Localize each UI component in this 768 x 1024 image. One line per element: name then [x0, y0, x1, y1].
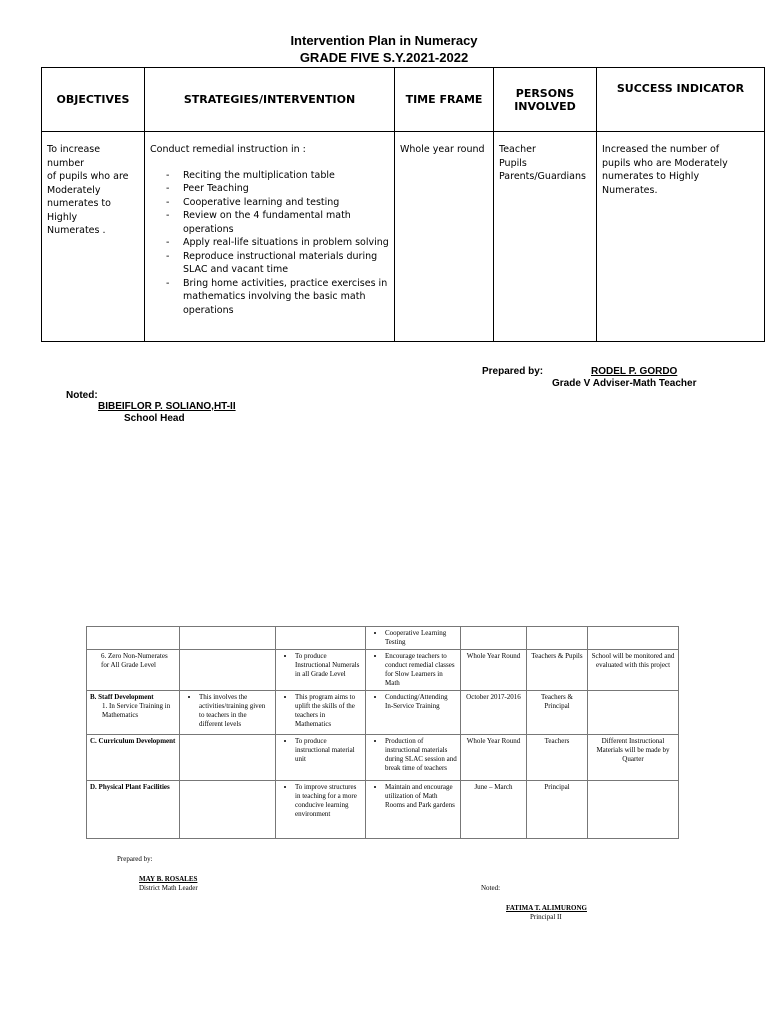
objective-line: Numerates . — [47, 225, 106, 236]
prepared-by-label: Prepared by: — [482, 366, 544, 377]
list-item: • Conducting/Attending In-Service Training — [385, 693, 457, 711]
success-cell — [597, 132, 765, 342]
persons-cell: Teachers & Principal — [527, 691, 588, 735]
b-noted-label: Noted: — [481, 884, 501, 892]
section-label: D. Physical Plant Facilities — [87, 781, 180, 839]
list-item: - Review on the 4 fundamental math operations — [150, 209, 389, 236]
noted-label: Noted: — [66, 390, 98, 401]
objective-cell — [42, 132, 145, 342]
header-strategies: STRATEGIES/INTERVENTION — [145, 68, 395, 132]
persons-cell: Teachers & Pupils — [527, 650, 588, 691]
table-row — [87, 627, 679, 650]
header-persons: PERSONS INVOLVED — [494, 68, 597, 132]
success-line: Increased the number of — [602, 144, 720, 155]
b-prepared-by-role: District Math Leader — [139, 884, 198, 892]
person-line: Pupils — [499, 157, 527, 169]
list-item: • Maintain and encourage utilization of Math Rooms and Park gardens — [385, 783, 457, 810]
prepared-by-role: Grade V Adviser-Math Teacher — [552, 378, 697, 389]
plan-continuation-table — [86, 626, 679, 839]
time-frame-cell: Whole Year Round — [461, 735, 527, 781]
goal-cell — [87, 691, 180, 735]
list-item: • Encourage teachers to conduct remedial classes for Slow Learners in Math — [385, 652, 457, 688]
table-row — [87, 781, 679, 839]
objective-line: numerates to Highly — [47, 198, 111, 223]
b-prepared-by-name: MAY B. ROSALES — [139, 875, 198, 883]
sub-item: 1. In Service Training in Mathematics — [102, 702, 171, 719]
page-title: Intervention Plan in Numeracy — [290, 33, 478, 48]
time-frame-cell: Whole year round — [395, 132, 494, 342]
strategy-intro: Conduct remedial instruction in : — [150, 144, 306, 155]
list-item: • Production of instructional materials during SLAC session and break time of teachers — [385, 737, 457, 773]
table-row — [87, 735, 679, 781]
b-noted-role: Principal II — [530, 913, 562, 921]
success-line: Numerates. — [602, 184, 658, 196]
list-item: • Cooperative Learning Testing — [385, 629, 457, 647]
person-line: Teacher — [499, 144, 536, 155]
success-cell: Different Instructional Materials will be made by Quarter — [588, 735, 679, 781]
list-item: - Reciting the multiplication table — [150, 169, 389, 183]
person-line: Parents/Guardians — [499, 171, 586, 182]
noted-name: BIBEIFLOR P. SOLIANO,HT-II — [98, 401, 236, 412]
list-item: - Cooperative learning and testing — [150, 196, 389, 210]
b-noted-name: FATIMA T. ALIMURONG — [506, 904, 587, 912]
prepared-by-name: RODEL P. GORDO — [591, 366, 678, 377]
list-item: - Bring home activities, practice exercises in mathematics involving the basic math operations — [150, 277, 389, 318]
list-item: - Apply real-life situations in problem solving — [150, 236, 389, 250]
strategy-list — [150, 169, 389, 318]
time-frame-cell: October 2017-2016 — [461, 691, 527, 735]
table-row — [42, 132, 765, 342]
page-subtitle: GRADE FIVE S.Y.2021-2022 — [299, 50, 469, 65]
time-frame-cell: June – March — [461, 781, 527, 839]
persons-cell — [494, 132, 597, 342]
list-item: - Reproduce instructional materials during SLAC and vacant time — [150, 250, 389, 277]
persons-cell: Principal — [527, 781, 588, 839]
persons-cell: Teachers — [527, 735, 588, 781]
strategy-cell — [145, 132, 395, 342]
list-item: • To improve structures in teaching for a more conducive learning environment — [295, 783, 362, 819]
goal-cell: 6. Zero Non-Numerates for All Grade Level — [87, 650, 180, 691]
header-objectives: OBJECTIVES — [42, 68, 145, 132]
list-item: • To produce instructional material unit — [295, 737, 362, 764]
b-prepared-by-label: Prepared by: — [117, 855, 153, 863]
noted-role: School Head — [124, 413, 185, 424]
intervention-table — [41, 67, 765, 342]
list-item: • This program aims to uplift the skills of the teachers in Mathematics — [295, 693, 362, 729]
table-row — [87, 650, 679, 691]
table-header-row — [42, 68, 765, 132]
success-line: pupils who are Moderately — [602, 157, 728, 169]
section-label: C. Curriculum Development — [87, 735, 180, 781]
list-item: • This involves the activities/training given to teachers in the different levels — [199, 693, 272, 729]
table-row — [87, 691, 679, 735]
objective-line: To increase number — [47, 144, 101, 169]
list-item: • To produce Instructional Numerals in all Grade Level — [295, 652, 362, 679]
success-line: numerates to Highly — [602, 171, 700, 182]
time-frame-cell: Whole Year Round — [461, 650, 527, 691]
header-success: SUCCESS INDICATOR — [597, 68, 765, 132]
objective-line: of pupils who are — [47, 171, 129, 182]
section-label: B. Staff Development — [90, 693, 154, 701]
header-time-frame: TIME FRAME — [395, 68, 494, 132]
success-cell: School will be monitored and evaluated with this project — [588, 650, 679, 691]
list-item: - Peer Teaching — [150, 182, 389, 196]
objective-line: Moderately — [47, 184, 101, 196]
